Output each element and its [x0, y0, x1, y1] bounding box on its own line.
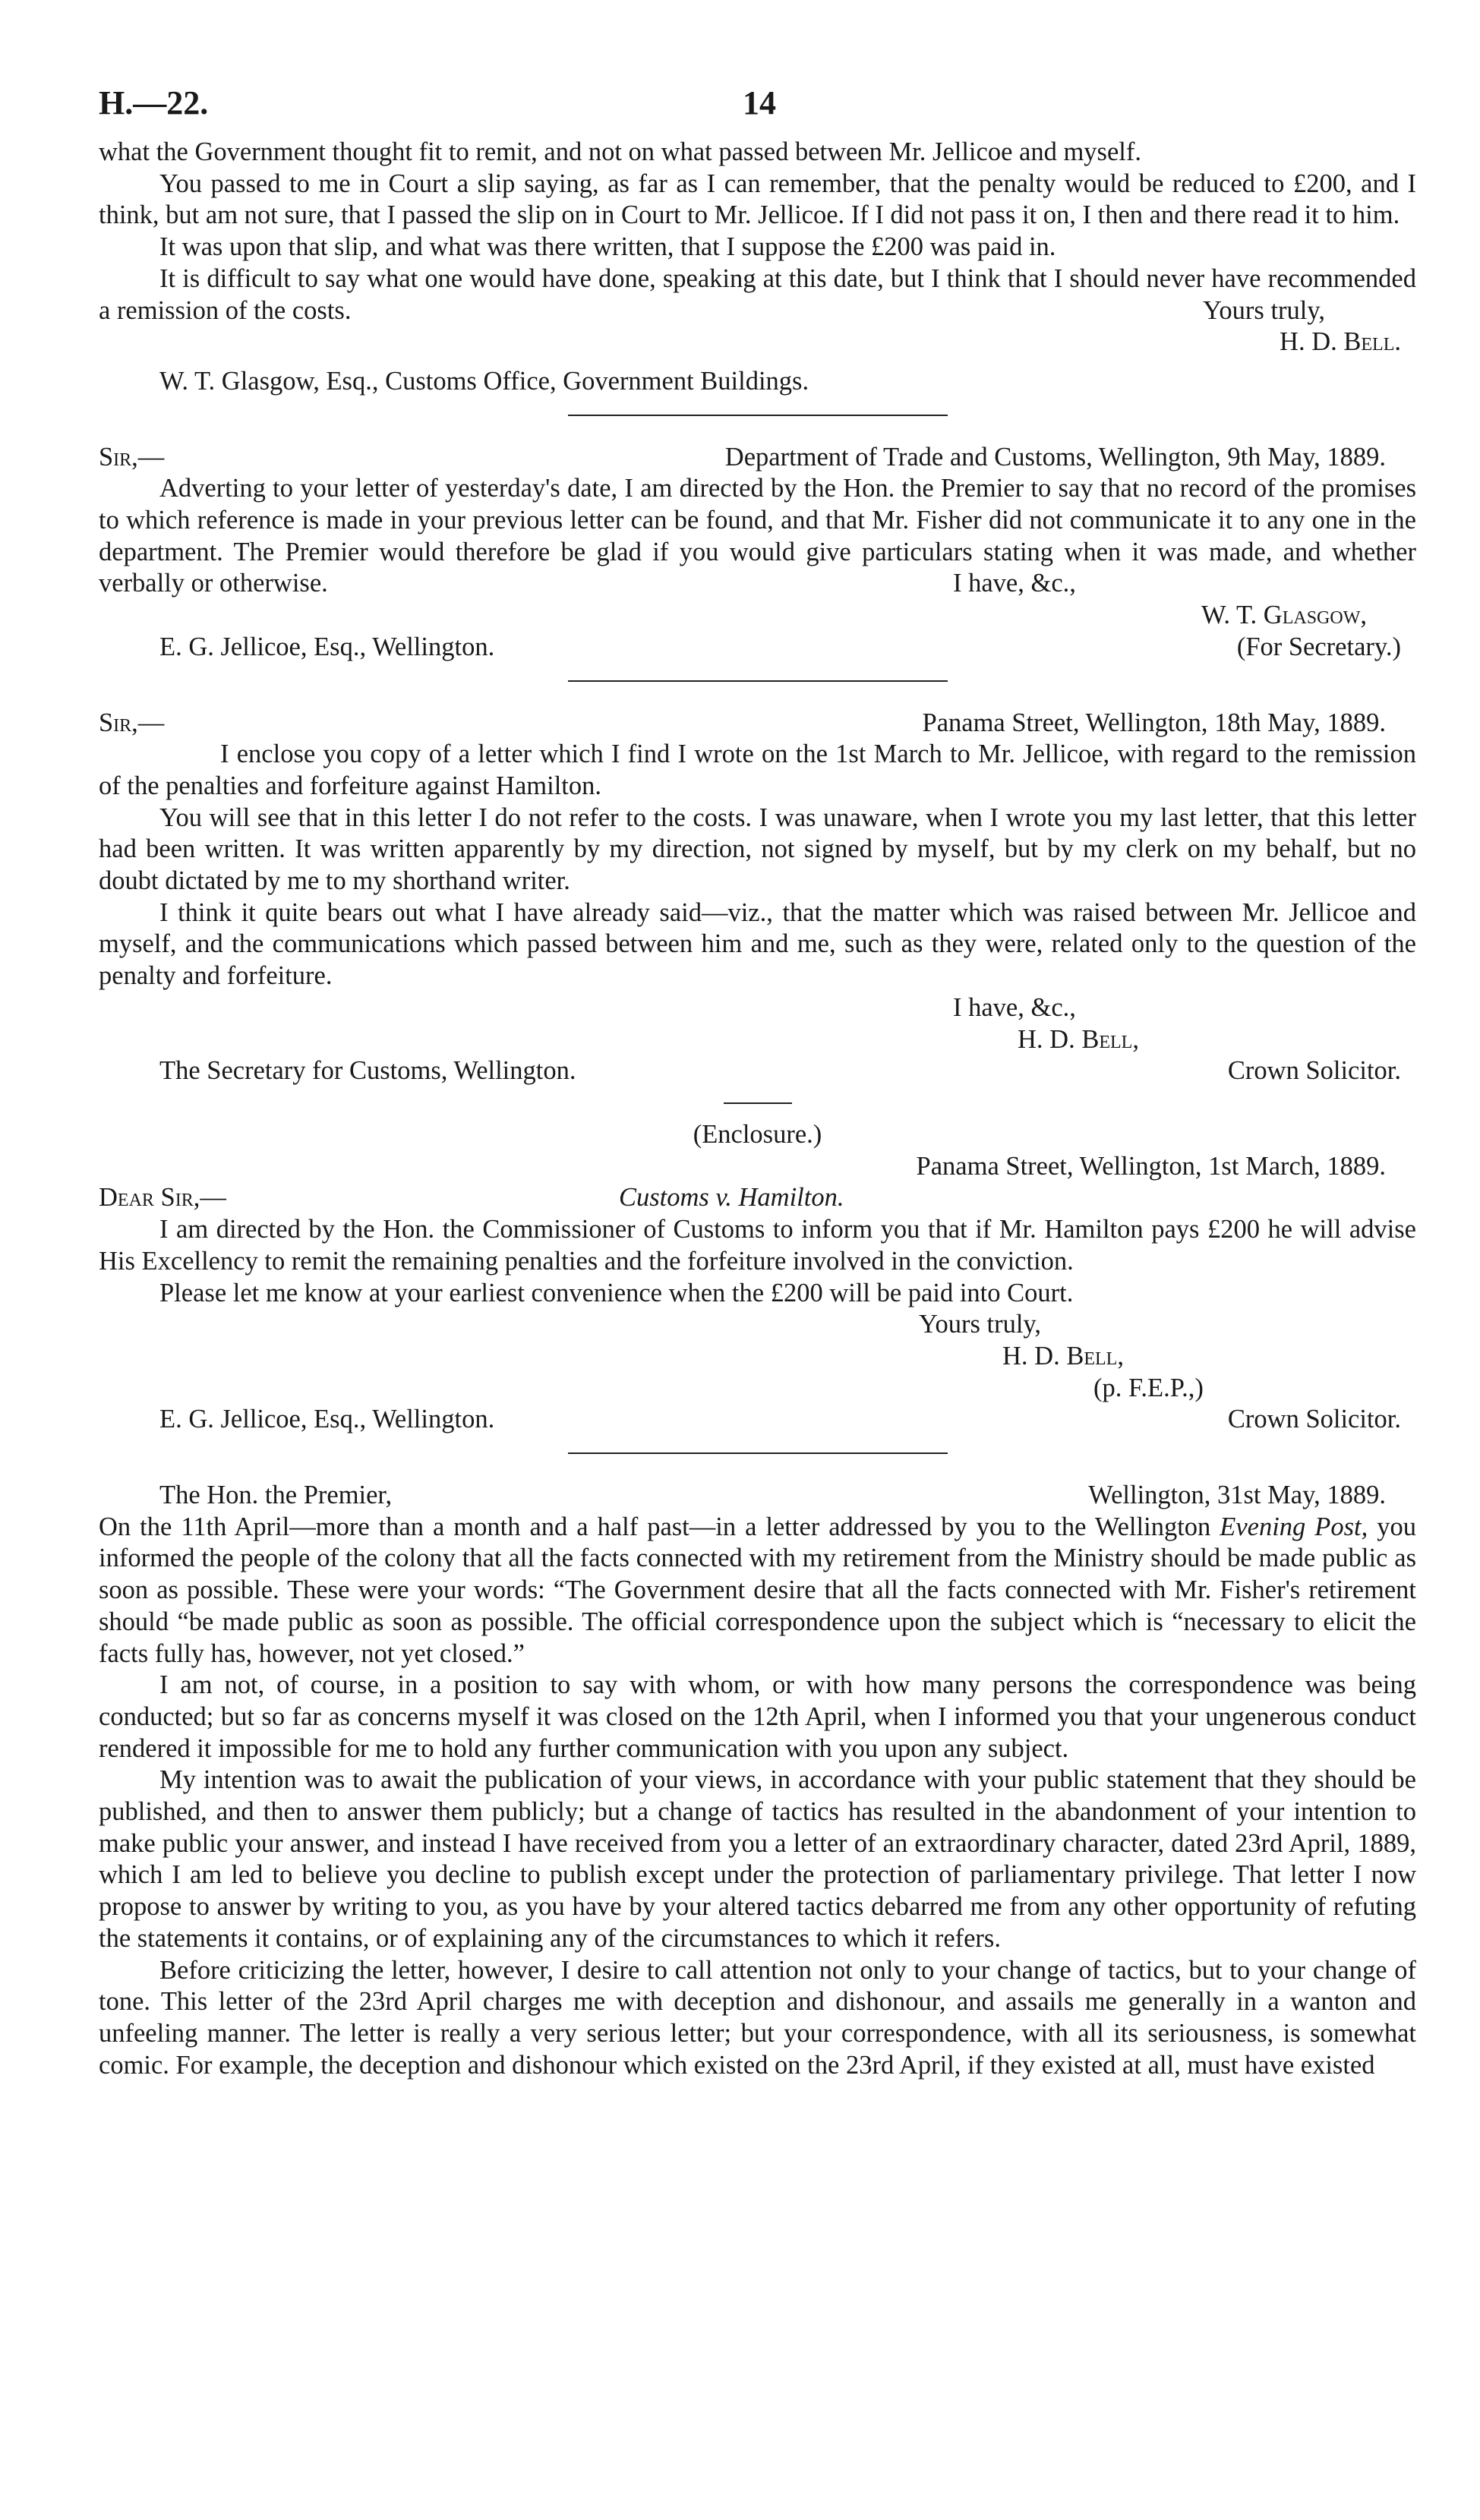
place-date: Department of Trade and Customs, Wellington, 9th May, 1889. [724, 442, 1386, 472]
paragraph: I think it quite bears out what I have already said—viz., that the matter which was raised between Mr. Jellicoe and myself, and the communications which passed between him and me, such as they were, related only to the question of the penalty and forfeiture. [99, 897, 1416, 991]
paragraph: It was upon that slip, and what was there written, that I suppose the £200 was paid in. [159, 232, 1056, 262]
paragraph-text: It is difficult to say what one would have done, speaking at this date, but I think that I should never have recommended a remission of the costs. [99, 263, 1416, 325]
signature: H. D. Bell, [1018, 1024, 1139, 1054]
addressee: E. G. Jellicoe, Esq., Wellington. [159, 1405, 495, 1434]
newspaper-title: Evening Post, [1220, 1512, 1368, 1541]
signature: W. T. Glasgow, [1201, 601, 1367, 630]
recipient: The Hon. the Premier, [159, 1481, 393, 1510]
paragraph: Adverting to your letter of yesterday's date, I am directed by the Hon. the Premier to say that no record of the promises to which reference is made in your previous letter can be found, and that Mr. Fisher did not communicate it to any one in the department. The Premier would therefore be glad if you would give particulars stating when it was made, and whether verbally or otherwise. [99, 474, 1416, 598]
closing: Yours truly, [1197, 295, 1325, 327]
paragraph: I am directed by the Hon. the Commissioner of Customs to inform you that if Mr. Hamilton pays £200 he will advise His Excellency to remit the remaining penalties and the forfeiture involved in the conviction. [99, 1215, 1416, 1276]
divider [568, 680, 948, 682]
paragraph: You passed to me in Court a slip saying, as far as I can remember, that the penalty would be reduced to £200, and I think, but am not sure, that I passed the slip on in Court to Mr. Jellicoe. If I did not pass it on, I then and there read it to him. [99, 169, 1416, 230]
signatory-role: Crown Solicitor. [1227, 1405, 1401, 1434]
document-reference: H.—22. [99, 84, 209, 121]
paragraph: what the Government thought fit to remit, and not on what passed between Mr. Jellicoe and myself. [99, 137, 1141, 166]
place-date: Panama Street, Wellington, 18th May, 1889. [922, 708, 1386, 737]
page-header [99, 84, 1416, 137]
closing: I have, &c., [953, 569, 1076, 598]
paragraph: My intention was to await the publication of your views, in accordance with your public statement that they should be published, and then to answer them publicly; but a change of tactics has resulted in the abandonment of your intention to make public your answer, and instead I have received from you a letter of an extraordinary character, dated 23rd April, 1889, which I am led to believe you decline to publish except under the protection of parliamentary privilege. That letter I now propose to answer by writing to you, as you have by your altered tactics debarred me from any other opportunity of refuting the statements it contains, or of explaining any of the circumstances to which it refers. [99, 1765, 1416, 1953]
paragraph: I enclose you copy of a letter which I find I wrote on the 1st March to Mr. Jellicoe, with regard to the remission of the penalties and forfeiture against Hamilton. [99, 740, 1416, 800]
per-procuration: (p. F.E.P.,) [1093, 1373, 1204, 1402]
addressee: E. G. Jellicoe, Esq., Wellington. [159, 632, 495, 661]
letter-glasgow-to-jellicoe [99, 442, 1416, 664]
divider [724, 1102, 792, 1104]
closing: I have, &c., [953, 992, 1076, 1022]
salutation: Sir,— [99, 708, 165, 737]
addressee: W. T. Glasgow, Esq., Customs Office, Government Buildings. [159, 366, 809, 396]
enclosure-label: (Enclosure.) [693, 1120, 822, 1149]
page-number: 14 [743, 84, 776, 121]
enclosure-letter [99, 1119, 1416, 1436]
signature: H. D. Bell. [1280, 327, 1401, 357]
place-date: Wellington, 31st May, 1889. [1088, 1481, 1386, 1510]
document-page [99, 84, 1416, 2081]
paragraph: You will see that in this letter I do not refer to the costs. I was unaware, when I wrote you my last letter, that this letter had been written. It was written apparently by my direction, not signed by myself, but by my clerk on my behalf, but no doubt dictated by me to my shorthand writer. [99, 803, 1416, 896]
paragraph: Before criticizing the letter, however, I desire to call attention not only to your change of tactics, but to your change of tone. This letter of the 23rd April charges me with deception and dishonour, and assails me generally in a wanton and unfeeling manner. The letter is really a very serious letter; but your correspondence, with all its seriousness, is somewhat comic. For example, the deception and dishonour which existed on the 23rd April, if they existed at all, must have existed [99, 1955, 1416, 2080]
paragraph-text: On the 11th April—more than a month and a half past—in a letter addressed by you to the Wellington [99, 1512, 1220, 1541]
signatory-role: (For Secretary.) [1236, 632, 1401, 661]
paragraph-text: you informed the people of the colony that all the facts connected with my retirement from the Ministry should be made public as soon as possible. These were your words: “The Government desire that all the facts connected with Mr. Fisher's retirement should “be made public as soon as possible. The official correspondence upon the subject which is “necessary to elicit the facts fully has, however, not yet closed.” [99, 1512, 1416, 1668]
place-date: Panama Street, Wellington, 1st March, 1889. [916, 1151, 1386, 1181]
signature: H. D. Bell, [1002, 1341, 1124, 1370]
addressee: The Secretary for Customs, Wellington. [159, 1056, 576, 1086]
signatory-role: Crown Solicitor. [1227, 1056, 1401, 1086]
salutation: Dear Sir,— [99, 1183, 226, 1213]
letter-fisher-to-premier [99, 1480, 1416, 2081]
case-title: Customs v. Hamilton. [619, 1183, 844, 1213]
paragraph [99, 1512, 1416, 1670]
closing: Yours truly, [919, 1310, 1042, 1339]
letter-bell-to-glasgow [99, 137, 1416, 398]
letter-bell-to-secretary [99, 708, 1416, 1087]
divider [568, 1452, 948, 1454]
divider [568, 415, 948, 416]
paragraph: I am not, of course, in a position to say with whom, or with how many persons the correspondence was being conducted; but so far as concerns myself it was closed on the 12th April, when I informed you that your ungenerous conduct rendered it impossible for me to hold any further communication with you upon any subject. [99, 1670, 1416, 1763]
paragraph: Please let me know at your earliest convenience when the £200 will be paid into Court. [159, 1278, 1074, 1307]
salutation: Sir,— [99, 442, 165, 472]
